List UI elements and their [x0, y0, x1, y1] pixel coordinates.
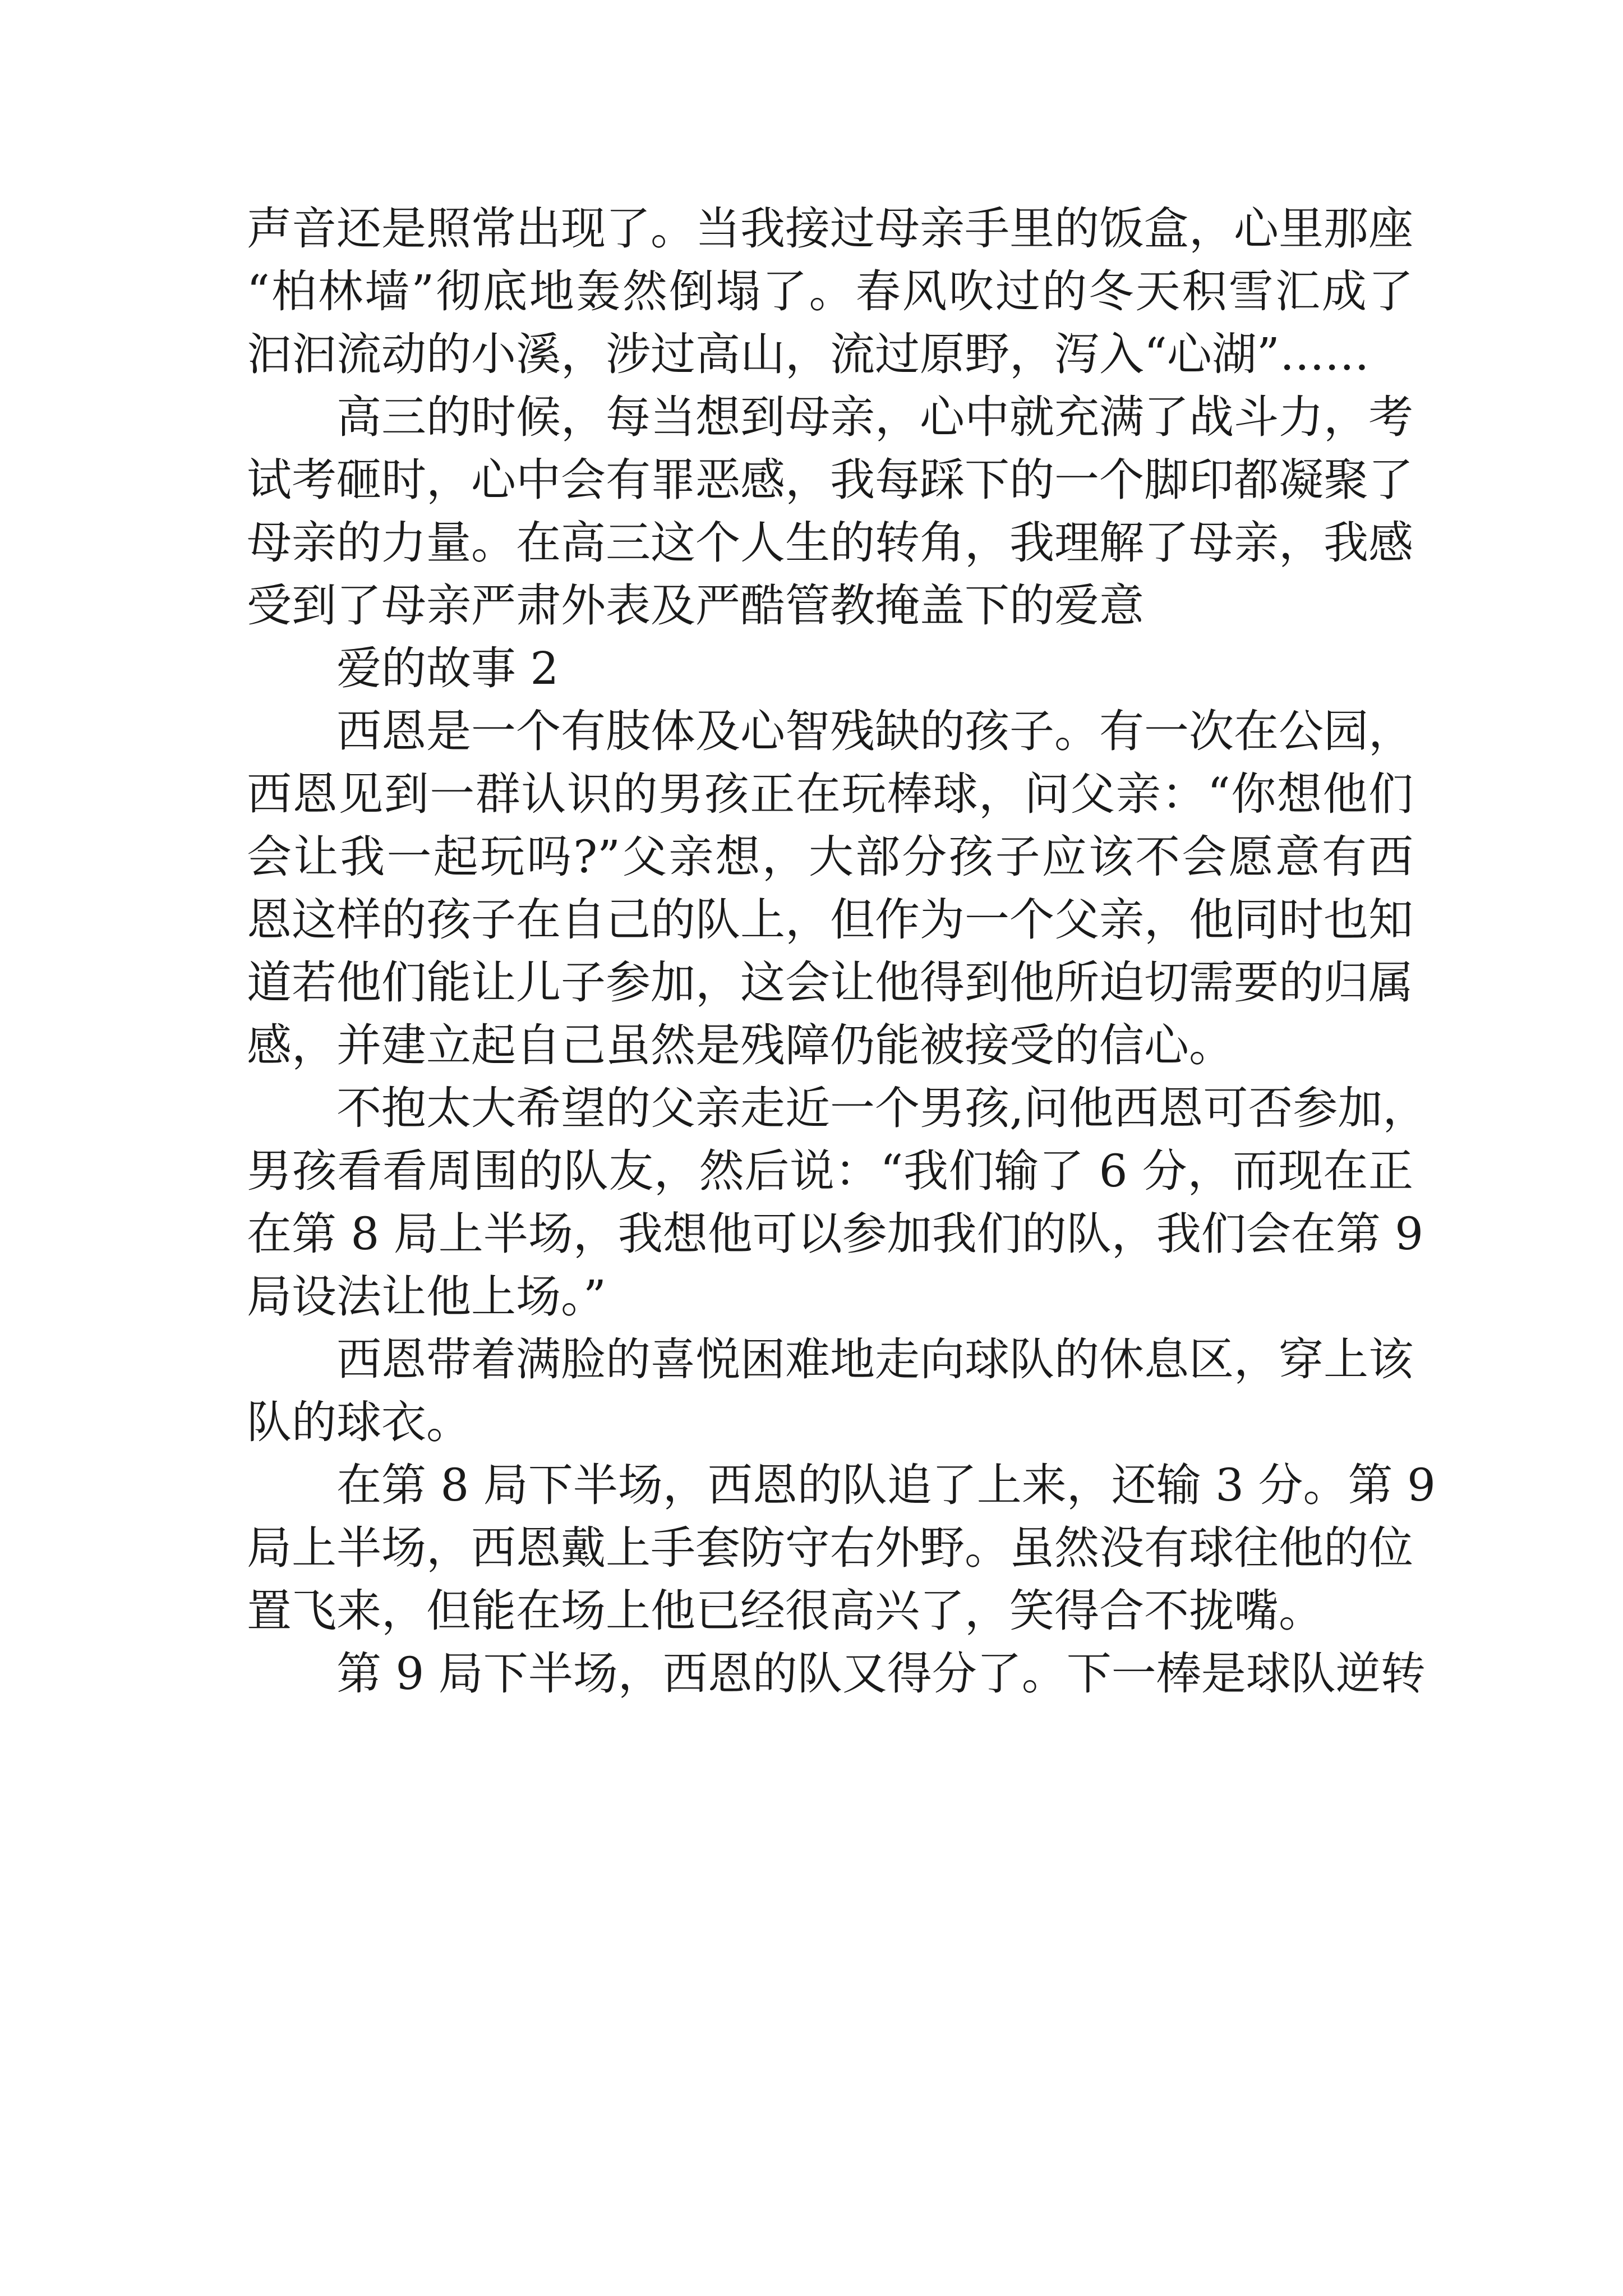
text-line: 感，并建立起自己虽然是残障仍能被接受的信心。 [247, 1019, 1234, 1071]
text-line: 恩这样的孩子在自己的队上，但作为一个父亲，他同时也知 [247, 894, 1413, 946]
text-line: 置飞来，但能在场上他已经很高兴了，笑得合不拢嘴。 [247, 1585, 1324, 1637]
text-line: 道若他们能让儿子参加，这会让他得到他所迫切需要的归属 [247, 956, 1413, 1009]
text-line: 受到了母亲严肃外表及严酷管教掩盖下的爱意 [247, 579, 1144, 632]
text-line: 汩汩流动的小溪，涉过高山，流过原野，泻入“心湖”…… [247, 328, 1370, 380]
text-line: 试考砸时，心中会有罪恶感，我每踩下的一个脚印都凝聚了 [247, 454, 1413, 506]
text-line: 队的球衣。 [247, 1396, 471, 1448]
text-line: 在第 8 局下半场，西恩的队追了上来，还输 3 分。第 9 [247, 1459, 1436, 1511]
text-line: 会让我一起玩吗?”父亲想，大部分孩子应该不会愿意有西 [247, 831, 1413, 883]
text-line: 西恩见到一群认识的男孩正在玩棒球，问父亲：“你想他们 [247, 768, 1413, 820]
text-line: 不抱太大希望的父亲走近一个男孩,问他西恩可否参加， [247, 1082, 1428, 1134]
body-text [247, 197, 1436, 1705]
text-line: 第 9 局下半场，西恩的队又得分了。下一棒是球队逆转 [247, 1648, 1426, 1700]
text-line: 在第 8 局上半场，我想他可以参加我们的队，我们会在第 9 [247, 1208, 1424, 1260]
text-line: 母亲的力量。在高三这个人生的转角，我理解了母亲，我感 [247, 517, 1413, 569]
text-line: 男孩看看周围的队友，然后说：“我们输了 6 分，而现在正 [247, 1145, 1413, 1197]
section-heading: 爱的故事 2 [247, 642, 559, 694]
text-line: “柏林墙”彻底地轰然倒塌了。春风吹过的冬天积雪汇成了 [247, 265, 1413, 318]
text-line: 西恩带着满脸的喜悦困难地走向球队的休息区，穿上该 [247, 1333, 1413, 1386]
text-line: 局设法让他上场。” [247, 1271, 606, 1323]
text-line: 声音还是照常出现了。当我接过母亲手里的饭盒，心里那座 [247, 203, 1413, 255]
text-line: 局上半场，西恩戴上手套防守右外野。虽然没有球往他的位 [247, 1522, 1413, 1574]
text-line: 高三的时候，每当想到母亲，心中就充满了战斗力，考 [247, 391, 1413, 443]
text-line: 西恩是一个有肢体及心智残缺的孩子。有一次在公园， [247, 705, 1413, 757]
